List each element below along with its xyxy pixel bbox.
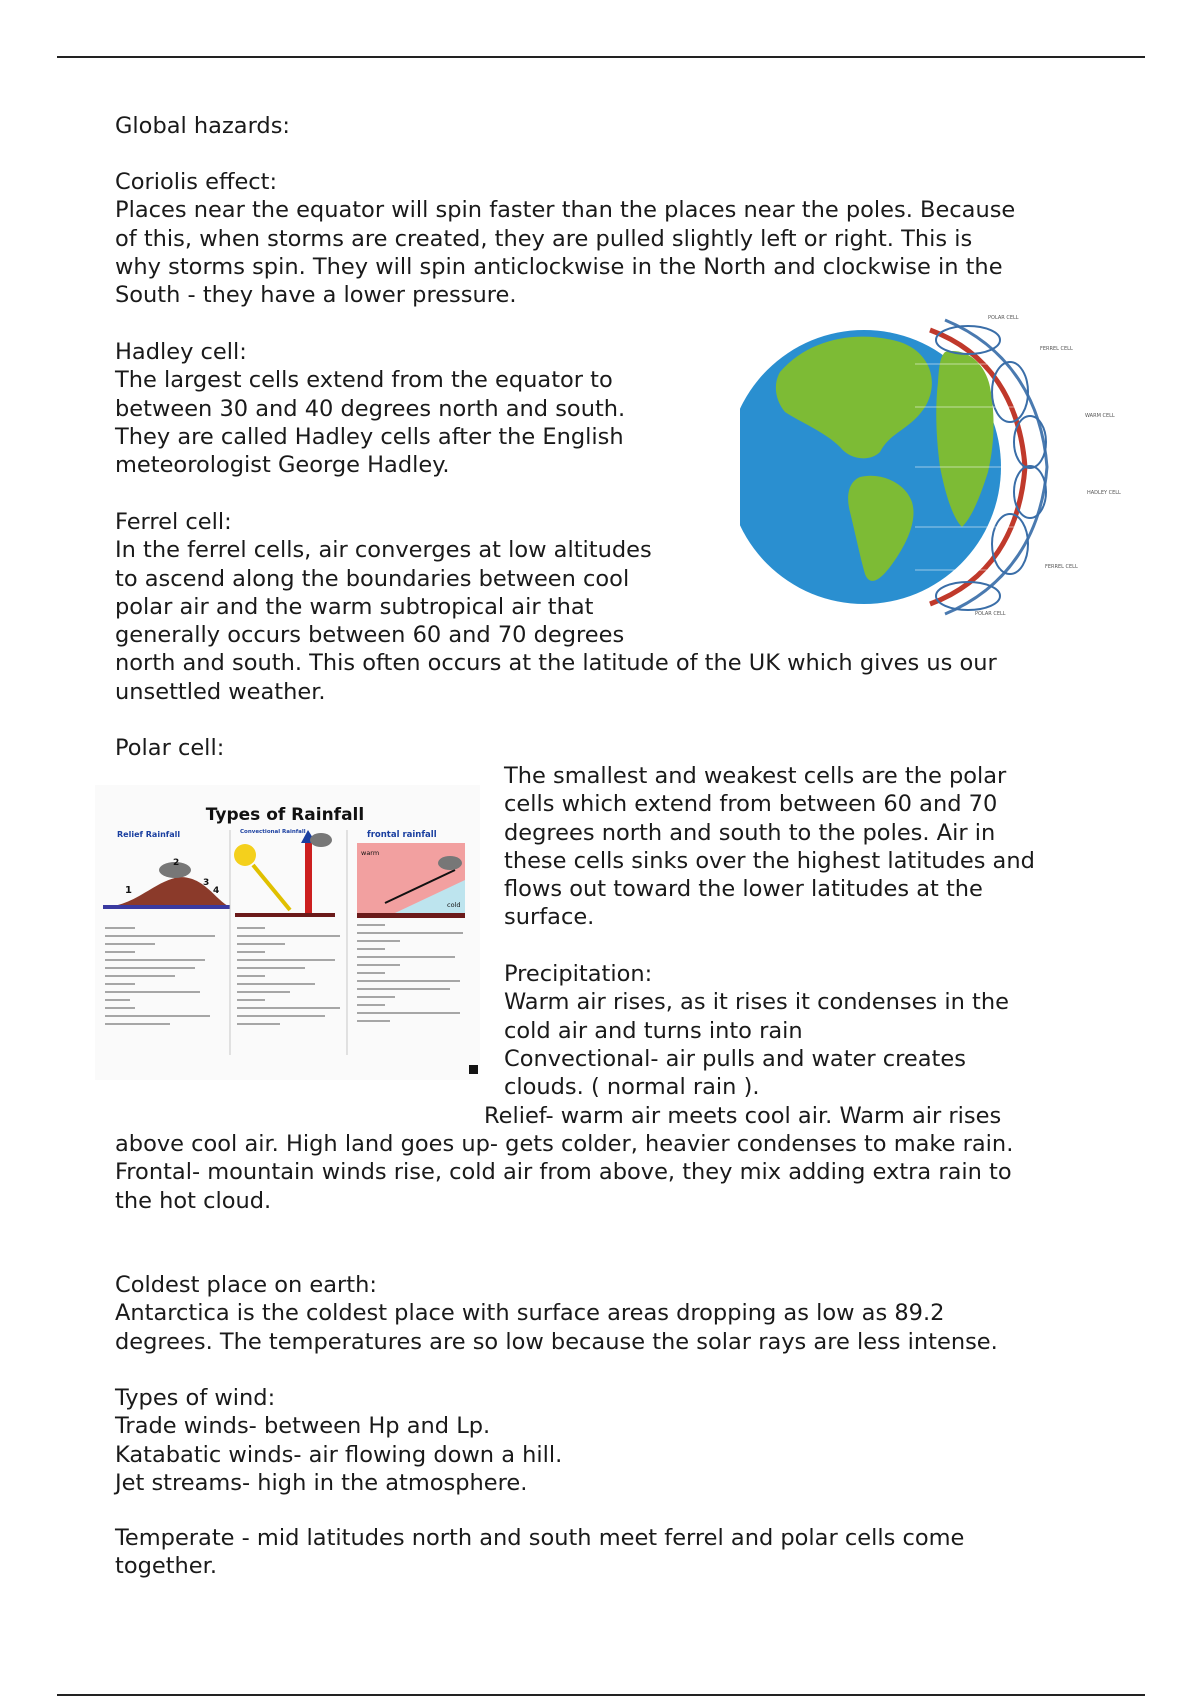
paragraph-line: north and south. This often occurs at the latitude of the UK which gives us our [115, 650, 997, 677]
paragraph-line: together. [115, 1553, 217, 1580]
paragraph-line: They are called Hadley cells after the English [115, 423, 624, 450]
paragraph-line: cold air and turns into rain [504, 1017, 803, 1044]
frontal-cloud [438, 856, 462, 870]
paragraph-line: In the ferrel cells, air converges at low altitudes [115, 537, 652, 564]
paragraph-line: the hot cloud. [115, 1187, 272, 1214]
paragraph-line: clouds. ( normal rain ). [504, 1074, 760, 1101]
label-hadley-cell: HADLEY CELL [1087, 490, 1121, 496]
precipitation-section [504, 960, 1009, 1101]
paragraph-line: unsettled weather. [115, 678, 326, 705]
paragraph-line: to ascend along the boundaries between cool [115, 565, 630, 592]
section-title: Types of wind: [115, 1385, 276, 1411]
paragraph-line: Convectional- air pulls and water creates [504, 1045, 966, 1072]
label-ferrel-cell-bottom: FERREL CELL [1045, 564, 1078, 570]
paragraph-line: degrees. The temperatures are so low because the solar rays are less intense. [115, 1328, 998, 1355]
paragraph-line: South - they have a lower pressure. [115, 282, 517, 309]
paragraph-line: cells which extend from between 60 and 70 [504, 791, 998, 818]
figure-artifact [469, 1065, 478, 1074]
paragraph-line: Places near the equator will spin faster than the places near the poles. Because [115, 197, 1016, 224]
label-warm-cell: WARM CELL [1085, 413, 1115, 419]
polar-title: Polar cell: [115, 735, 225, 761]
coldest-section [115, 1271, 998, 1356]
paragraph-line: above cool air. High land goes up- gets colder, heavier condenses to make rain. [115, 1131, 1014, 1157]
paragraph-line: flows out toward the lower latitudes at the [504, 876, 983, 903]
coriolis-section [115, 168, 1015, 309]
frontal-warm-label: warm [361, 849, 380, 857]
label-polar-cell-bottom: POLAR CELL [975, 611, 1006, 617]
paragraph-line: these cells sinks over the highest latitudes and [504, 847, 1035, 874]
convectional-ground [235, 913, 335, 917]
paragraph-line: Frontal- mountain winds rise, cold air from above, they mix adding extra rain to [115, 1159, 1012, 1186]
paragraph-line: Jet streams- high in the atmosphere. [115, 1469, 528, 1496]
relief-step-4: 4 [213, 886, 220, 896]
paragraph-line: Antarctica is the coldest place with surface areas dropping as low as 89.2 [115, 1300, 945, 1327]
paragraph-line: of this, when storms are created, they are pulled slightly left or right. This is [115, 225, 973, 252]
rainfall-figure-title: Types of Rainfall [205, 805, 365, 825]
precipitation-continued [115, 1130, 1013, 1215]
frontal-cold-label: cold [447, 901, 461, 909]
relief-line: Relief- warm air meets cool air. Warm air rises [484, 1103, 1002, 1129]
polar-section [504, 762, 1035, 932]
section-title: Coriolis effect: [115, 169, 278, 195]
frontal-ground [357, 913, 465, 918]
label-ferrel-cell-top: FERREL CELL [1040, 346, 1073, 352]
types-of-rainfall-figure [95, 785, 480, 1080]
panel-title-relief: Relief Rainfall [117, 830, 181, 839]
relief-ground [103, 905, 230, 909]
paragraph-line: surface. [504, 904, 595, 931]
panel-title-convectional: Convectional Rainfall [240, 829, 306, 835]
page-heading: Global hazards: [115, 113, 291, 139]
paragraph-line: degrees north and south to the poles. Air in [504, 819, 996, 846]
relief-step-3: 3 [203, 878, 210, 888]
paragraph-line: why storms spin. They will spin anticlockwise in the North and clockwise in the [115, 253, 1003, 280]
hadley-section [115, 338, 625, 479]
paragraph-line: Katabatic winds- air flowing down a hill. [115, 1441, 563, 1468]
relief-step-2: 2 [173, 858, 180, 868]
atmospheric-cells-globe-figure [740, 312, 1140, 622]
section-title: Precipitation: [504, 961, 653, 987]
paragraph-line: meteorologist George Hadley. [115, 452, 450, 479]
paragraph-line: between 30 and 40 degrees north and south. [115, 395, 626, 422]
paragraph-line: Warm air rises, as it rises it condenses in the [504, 989, 1009, 1016]
relief-step-1: 1 [125, 885, 132, 896]
paragraph-line: Temperate - mid latitudes north and south meet ferrel and polar cells come [115, 1525, 965, 1551]
panel-title-frontal: frontal rainfall [367, 830, 437, 840]
label-polar-cell-top: POLAR CELL [988, 315, 1019, 321]
section-title: Hadley cell: [115, 339, 247, 365]
paragraph-line: The largest cells extend from the equator to [115, 367, 613, 394]
section-title: Coldest place on earth: [115, 1272, 377, 1298]
temperate-section [115, 1524, 964, 1581]
wind-section [115, 1384, 562, 1497]
sun [234, 844, 256, 866]
top-rule [57, 56, 1145, 58]
paragraph-line: generally occurs between 60 and 70 degrees [115, 622, 625, 649]
section-title: Ferrel cell: [115, 509, 232, 535]
rising-air-column [305, 840, 312, 915]
paragraph-line: polar air and the warm subtropical air that [115, 593, 594, 620]
convectional-cloud [310, 833, 332, 847]
paragraph-line: Trade winds- between Hp and Lp. [115, 1413, 491, 1440]
bottom-rule [57, 1694, 1145, 1696]
paragraph-line: The smallest and weakest cells are the polar [504, 763, 1007, 789]
